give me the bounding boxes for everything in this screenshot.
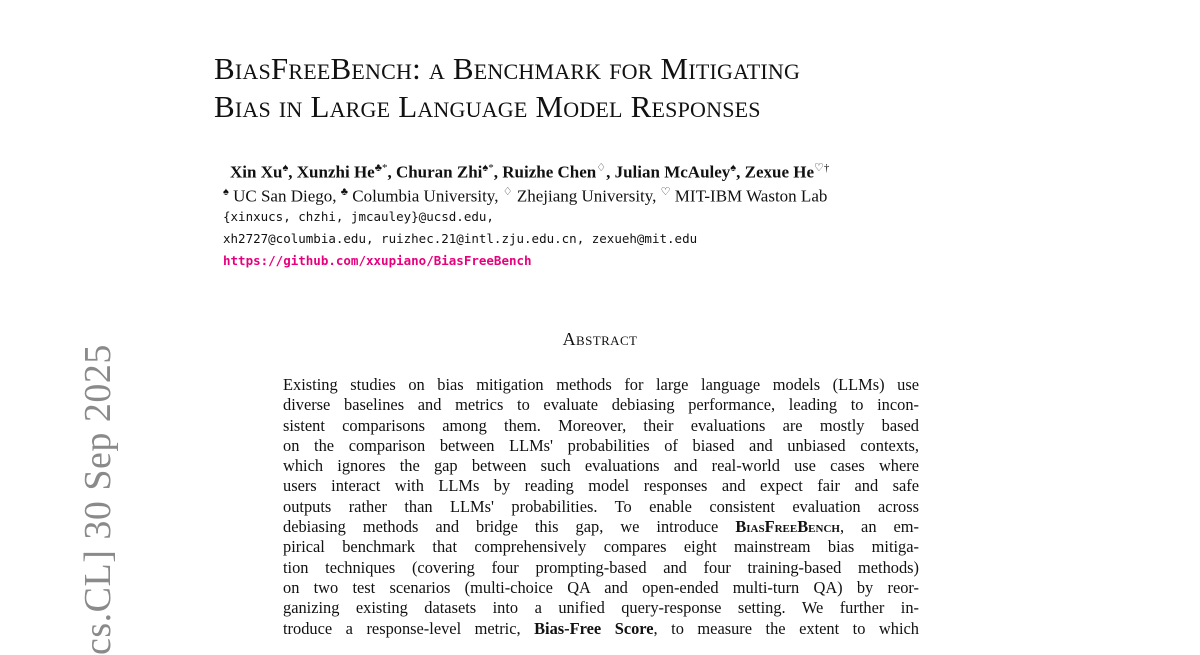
paper-title	[214, 50, 1014, 126]
abstract-line: ganizing existing datasets into a unified query-response setting. We further in-	[283, 598, 919, 618]
abstract-line: diverse baselines and metrics to evaluate debiasing performance, leading to incon-	[283, 395, 919, 415]
affiliation-mark: ♣	[340, 186, 348, 198]
abstract-line: on two test scenarios (multi-choice QA and open-ended multi-turn QA) by reor-	[283, 577, 919, 597]
title-line-2: Bias in Large Language Model Responses	[214, 89, 761, 124]
abstract-line: Existing studies on bias mitigation methods for large language models (LLMs) use	[283, 375, 919, 394]
author-name: Zexue He	[744, 162, 815, 182]
title-line-1: BiasFreeBench: a Benchmark for Mitigating	[214, 51, 801, 86]
affiliation-name: Zhejiang University	[516, 186, 653, 206]
author-list: Xin Xu♠, Xunzhi He♣*, Churan Zhi♠*, Ruizhe Chen♢, Julian McAuley♠, Zexue He♡†	[230, 162, 830, 182]
author-name: Xin Xu	[230, 162, 283, 182]
abstract-line	[283, 619, 919, 639]
author-name: Xunzhi He	[296, 162, 375, 182]
author-mark: ♡†	[814, 162, 830, 174]
github-link[interactable]: https://github.com/xxupiano/BiasFreeBench	[223, 253, 532, 268]
abstract-line-text: , to measure the extent to which	[653, 618, 919, 638]
affiliation-mark: ♡	[660, 186, 671, 198]
email-list-line-1: {xinxucs, chzhi, jmcauley}@ucsd.edu,	[223, 209, 494, 224]
abstract-line: which ignores the gap between such evaluations and real-world use cases where	[283, 456, 919, 476]
abstract-line: pirical benchmark that comprehensively compares eight mainstream bias mitiga-	[283, 537, 919, 557]
abstract-line: outputs rather than LLMs' probabilities. To enable consistent evaluation across	[283, 496, 919, 516]
abstract-line-text: debiasing methods and bridge this gap, we introduce	[283, 517, 736, 537]
author-name: Churan Zhi	[395, 162, 483, 182]
affiliation-name: UC San Diego	[233, 186, 333, 206]
author-mark: ♠	[282, 162, 289, 174]
arxiv-side-stamp: cs.CL] 30 Sep 2025	[77, 344, 119, 655]
abstract-line: tion techniques (covering four prompting-based and four training-based methods)	[283, 557, 919, 577]
abstract-line: users interact with LLMs by reading model responses and expect fair and safe	[283, 476, 919, 496]
abstract-line-text: , an em-	[839, 517, 919, 537]
abstract-heading: Abstract	[562, 329, 638, 349]
author-mark: ♠*	[482, 162, 494, 174]
author-name: Julian McAuley	[614, 162, 731, 182]
affiliation-mark: ♠	[223, 186, 229, 198]
affiliation-mark: ♢	[502, 186, 513, 198]
affiliation-list: ♠ UC San Diego, ♣ Columbia University, ♢ Zhejiang University, ♡ MIT-IBM Waston Lab	[223, 186, 828, 206]
author-mark: ♣*	[374, 162, 388, 174]
author-mark: ♢	[596, 162, 607, 174]
abstract-line-text: troduce a response-level metric,	[283, 618, 535, 638]
author-name: Ruizhe Chen	[502, 162, 597, 182]
abstract-line: sistent comparisons among them. Moreover, their evaluations are mostly based	[283, 415, 919, 435]
abstract-body	[283, 375, 919, 639]
metric-name: Bias-Free Score	[534, 618, 654, 638]
email-list-line-2: xh2727@columbia.edu, ruizhec.21@intl.zju.edu.cn, zexueh@mit.edu	[223, 231, 698, 246]
abstract-line	[283, 517, 919, 537]
benchmark-name: BiasFreeBench	[735, 517, 840, 537]
affiliation-name: MIT-IBM Waston Lab	[674, 186, 828, 206]
affiliation-name: Columbia University	[352, 186, 495, 206]
abstract-line: on the comparison between LLMs' probabilities of biased and unbiased contexts,	[283, 435, 919, 455]
author-mark: ♠	[730, 162, 737, 174]
